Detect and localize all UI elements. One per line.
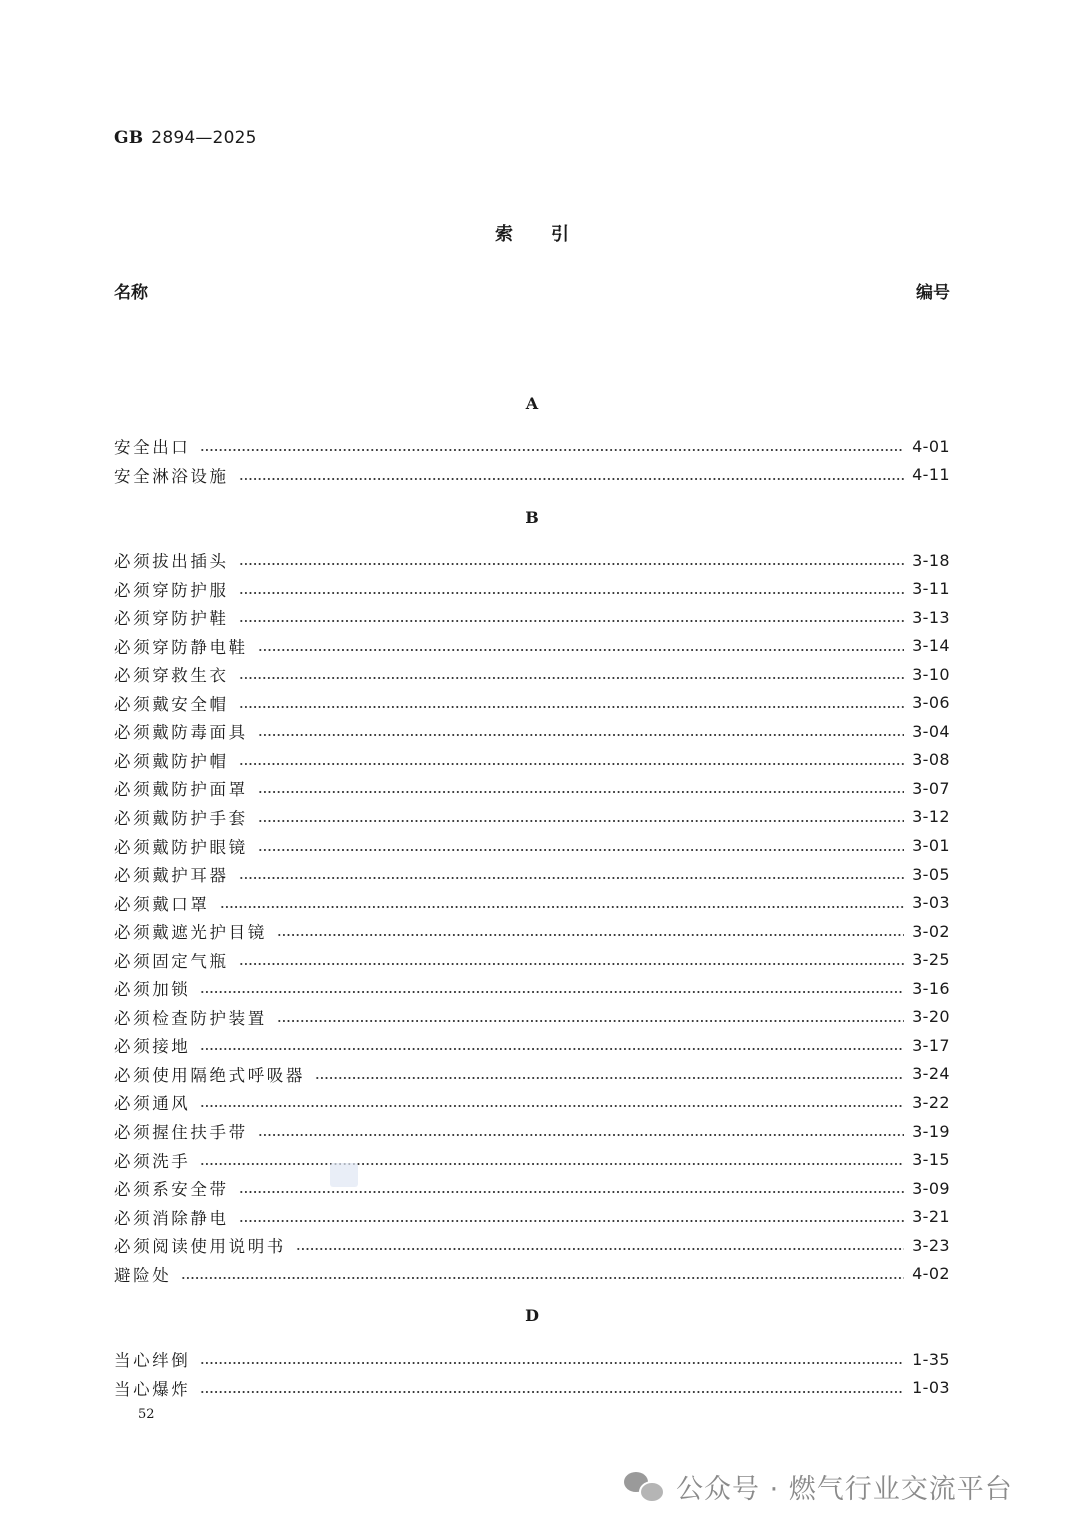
index-entry [114, 891, 950, 915]
entry-name: 必须戴防护手套 [114, 808, 248, 828]
leader-dots [258, 1134, 904, 1136]
entry-code: 1-35 [912, 1349, 950, 1369]
entry-name: 必须戴防护帽 [114, 751, 229, 771]
leader-dots [258, 820, 904, 822]
standard-code [114, 128, 257, 148]
entry-code: 4-01 [912, 436, 950, 456]
index-entry [114, 919, 950, 943]
entry-code: 3-25 [912, 950, 950, 970]
standard-number: 2894—2025 [151, 128, 257, 148]
index-entry [114, 605, 950, 629]
entry-name: 必须消除静电 [114, 1208, 229, 1228]
leader-dots [239, 620, 904, 622]
leader-dots [220, 906, 905, 908]
index-entry [114, 948, 950, 972]
entry-name: 避险处 [114, 1265, 172, 1285]
leader-dots [200, 1362, 904, 1364]
name-column-header: 名称 [114, 283, 148, 303]
entry-name: 必须加锁 [114, 980, 191, 1000]
entry-name: 必须穿防护鞋 [114, 609, 229, 629]
entry-name: 必须戴防毒面具 [114, 723, 248, 743]
entry-code: 3-04 [912, 721, 950, 741]
leader-dots [239, 478, 904, 480]
leader-dots [200, 1163, 904, 1165]
leader-dots [315, 1077, 904, 1079]
index-entry [114, 1090, 950, 1114]
index-entry [114, 434, 950, 458]
index-entry [114, 834, 950, 858]
index-entry [114, 862, 950, 886]
leader-dots [200, 1048, 904, 1050]
entry-code: 3-07 [912, 778, 950, 798]
leader-dots [258, 849, 904, 851]
entry-name: 安全出口 [114, 438, 191, 457]
entry-name: 必须穿救生衣 [114, 666, 229, 686]
leader-dots [239, 1220, 904, 1222]
index-entry [114, 776, 950, 800]
leader-dots [200, 449, 904, 451]
entry-code: 3-11 [912, 579, 950, 599]
leader-dots [239, 877, 904, 879]
leader-dots [181, 1277, 904, 1279]
entry-code: 3-21 [912, 1207, 950, 1227]
entry-name: 必须戴安全帽 [114, 694, 229, 714]
section-letter: A [525, 394, 539, 413]
entry-code: 3-15 [912, 1150, 950, 1170]
index-entry [114, 1347, 950, 1371]
entry-name: 必须穿防护服 [114, 580, 229, 600]
index-entry [114, 1205, 950, 1229]
index-entry [114, 1262, 950, 1286]
leader-dots [239, 592, 904, 594]
index-entry [114, 1005, 950, 1029]
wechat-account-label: 公众号 · 燃气行业交流平台 [676, 1473, 1013, 1505]
entry-name: 必须穿防静电鞋 [114, 637, 248, 657]
leader-dots [277, 1020, 904, 1022]
entry-code: 3-12 [912, 807, 950, 827]
entry-name: 必须戴口罩 [114, 894, 210, 914]
entry-name: 必须戴防护眼镜 [114, 837, 248, 857]
entry-code: 3-20 [912, 1007, 950, 1027]
leader-dots [239, 963, 904, 965]
entry-code: 3-17 [912, 1035, 950, 1055]
leader-dots [200, 1105, 904, 1107]
entry-name: 必须固定气瓶 [114, 951, 229, 971]
section-letter: D [525, 1306, 539, 1325]
entry-code: 3-19 [912, 1121, 950, 1141]
index-entry [114, 1376, 950, 1400]
page-number: 52 [138, 1407, 155, 1422]
leader-dots [239, 563, 904, 565]
index-entry [114, 1233, 950, 1257]
entry-code: 3-02 [912, 921, 950, 941]
index-entry [114, 1176, 950, 1200]
entry-code: 3-23 [912, 1235, 950, 1255]
entry-code: 3-22 [912, 1092, 950, 1112]
entry-code: 3-01 [912, 836, 950, 855]
entry-code: 3-10 [912, 664, 950, 684]
entry-name: 当心爆炸 [114, 1379, 191, 1399]
leader-dots [239, 677, 904, 679]
leader-dots [277, 934, 904, 936]
code-column-header: 编号 [916, 283, 950, 303]
leader-dots [239, 706, 904, 708]
entry-code: 3-18 [912, 550, 950, 570]
index-entry [114, 662, 950, 686]
leader-dots [258, 734, 904, 736]
entry-name: 必须握住扶手带 [114, 1123, 248, 1142]
leader-dots [239, 763, 904, 765]
index-entry [114, 634, 950, 658]
entry-name: 必须接地 [114, 1037, 191, 1057]
index-entry [114, 463, 950, 487]
entry-name: 必须拔出插头 [114, 552, 229, 571]
entry-code: 3-05 [912, 864, 950, 884]
index-entry [114, 805, 950, 829]
entry-code: 1-03 [912, 1378, 950, 1398]
wechat-icon [622, 1468, 666, 1504]
entry-code: 4-11 [912, 465, 950, 485]
index-entry [114, 719, 950, 743]
entry-name: 必须系安全带 [114, 1180, 229, 1200]
entry-name: 必须戴遮光护目镜 [114, 923, 267, 943]
entry-code: 3-09 [912, 1178, 950, 1198]
entry-code: 3-24 [912, 1064, 950, 1084]
entry-code: 3-06 [912, 693, 950, 713]
index-entry [114, 1033, 950, 1057]
section-letter: B [525, 508, 539, 527]
entry-name: 必须检查防护装置 [114, 1008, 267, 1028]
index-entry [114, 976, 950, 1000]
watermark-mark [330, 1163, 358, 1187]
index-entry [114, 577, 950, 601]
index-entry [114, 548, 950, 572]
entry-name: 必须戴护耳器 [114, 866, 229, 886]
leader-dots [296, 1248, 904, 1250]
entry-code: 3-16 [912, 978, 950, 998]
leader-dots [258, 649, 904, 651]
standard-prefix: GB [114, 128, 144, 148]
wechat-account-watermark [622, 1466, 1013, 1506]
entry-name: 当心绊倒 [114, 1351, 191, 1370]
index-entry [114, 1062, 950, 1086]
index-entry [114, 748, 950, 772]
entry-name: 必须洗手 [114, 1151, 191, 1171]
index-entry [114, 1119, 950, 1143]
entry-code: 4-02 [912, 1264, 950, 1284]
index-title: 索引 [495, 224, 607, 245]
entry-name: 必须通风 [114, 1094, 191, 1114]
entry-code: 3-03 [912, 893, 950, 913]
leader-dots [239, 1191, 904, 1193]
entry-name: 安全淋浴设施 [114, 466, 229, 486]
index-entry [114, 1148, 950, 1172]
entry-name: 必须戴防护面罩 [114, 780, 248, 800]
entry-code: 3-14 [912, 636, 950, 656]
leader-dots [200, 991, 904, 993]
entry-code: 3-08 [912, 750, 950, 770]
entry-name: 必须阅读使用说明书 [114, 1237, 286, 1257]
leader-dots [200, 1391, 904, 1393]
entry-code: 3-13 [912, 607, 950, 627]
leader-dots [258, 791, 904, 793]
entry-name: 必须使用隔绝式呼吸器 [114, 1065, 305, 1085]
index-entry [114, 691, 950, 715]
